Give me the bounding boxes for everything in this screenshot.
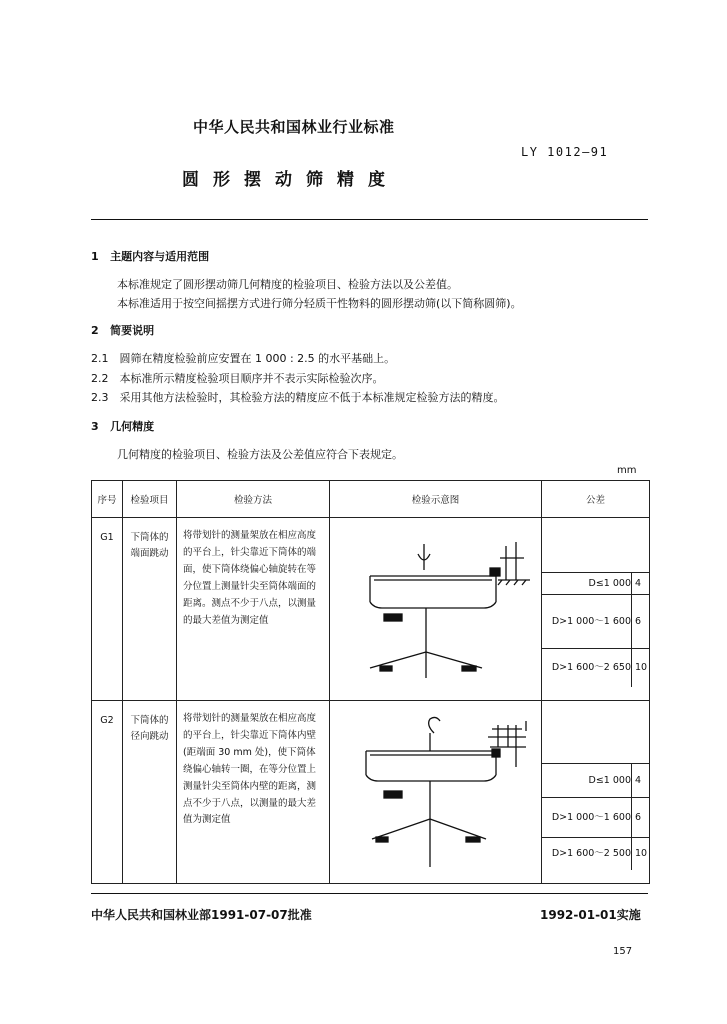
standard-code: LY 1012—91 [521, 145, 609, 159]
row-g1-tol-3 [542, 648, 649, 687]
document-title: 圆形摆动筛精度 [182, 170, 399, 190]
clause-2-3-text: 采用其他方法检验时，其检验方法的精度应不低于本标准规定检验方法的精度。 [119, 391, 505, 404]
header-method: 检验方法 [177, 481, 330, 518]
section-3-title: 几何精度 [110, 420, 155, 433]
row-g1-tol-3-val: 10 [631, 649, 649, 687]
row-g1-method: 将带划针的测量架放在相应高度的平台上，针尖靠近下筒体的端面，使下筒体绕偏心轴旋转在等分位置上测量针尖至筒体端面的距离。测点不少于八点，以测量的最大差值为测定值 [177, 518, 330, 701]
section-1-para-1: 本标准规定了圆形摆动筛几何精度的检验项目、检验方法以及公差值。 [117, 278, 458, 291]
row-g2-no: G2 [92, 701, 123, 884]
row-g1-figure [330, 518, 542, 701]
section-3-heading [91, 418, 154, 434]
approval-line: 中华人民共和国林业部1991-07-07批准 [91, 908, 312, 922]
implementation-date: 1992-01-01实施 [540, 908, 641, 922]
row-g1-tol-2 [542, 594, 649, 649]
end-face-runout-diagram [330, 518, 542, 686]
section-3-para-1: 几何精度的检验项目、检验方法及公差值应符合下表规定。 [117, 448, 403, 461]
row-g2-tol-3 [542, 837, 649, 870]
clause-2-1-no: 2.1 [91, 352, 109, 365]
table-unit: mm [617, 465, 637, 476]
clause-2-3-no: 2.3 [91, 391, 109, 404]
row-g1-tol-1-val: 4 [631, 573, 649, 595]
row-g1-tol-2-cond: D>1 000～1 600 [551, 616, 631, 627]
row-g2-tol-3-val: 10 [631, 838, 649, 870]
clause-2-2 [91, 370, 384, 386]
header-no: 序号 [92, 481, 123, 518]
section-2-title: 简要说明 [110, 324, 155, 337]
row-g1-no: G1 [92, 518, 123, 701]
section-3-no: 3 [91, 420, 99, 433]
row-g1-tol-3-cond: D>1 600～2 650 [551, 662, 631, 673]
section-2-heading [91, 322, 154, 338]
table-header-row [92, 481, 650, 518]
row-g2-tolerance [542, 701, 650, 884]
geometric-accuracy-table [91, 480, 650, 884]
clause-2-1 [91, 350, 395, 366]
table-row-g2 [92, 701, 650, 884]
clause-2-2-text: 本标准所示精度检验项目顺序并不表示实际检验次序。 [119, 372, 384, 385]
row-g2-tol-1 [542, 763, 649, 798]
section-1-no: 1 [91, 250, 99, 263]
row-g2-method: 将带划针的测量架放在相应高度的平台上，针尖靠近下筒体内壁(距端面 30 mm 处)，使下筒体绕偏心轴转一圈，在等分位置上测量针尖至筒体内壁的距离，测点不少于八点，以测量的最大差值为测定值 [177, 701, 330, 884]
row-g2-tol-2 [542, 797, 649, 838]
header-item: 检验项目 [123, 481, 177, 518]
table-row-g1 [92, 518, 650, 701]
row-g1-tol-1 [542, 572, 649, 595]
row-g2-figure [330, 701, 542, 884]
row-g2-tol-1-cond: D≤1 000 [588, 775, 631, 786]
row-g2-tol-1-val: 4 [631, 764, 649, 798]
row-g1-tol-2-val: 6 [631, 595, 649, 649]
standard-org: 中华人民共和国林业行业标准 [193, 118, 395, 136]
header-rule [91, 219, 648, 220]
row-g1-item: 下筒体的端面跳动 [123, 518, 177, 701]
footer-rule [91, 893, 648, 894]
page-number: 157 [613, 946, 633, 957]
row-g2-tol-2-cond: D>1 000～1 600 [551, 812, 631, 823]
row-g2-item: 下筒体的径向跳动 [123, 701, 177, 884]
header-figure: 检验示意图 [330, 481, 542, 518]
section-1-heading [91, 248, 209, 264]
section-1-para-2: 本标准适用于按空间摇摆方式进行筛分轻质干性物料的圆形摆动筛(以下简称圆筛)。 [117, 297, 522, 310]
radial-runout-diagram [330, 701, 542, 869]
section-1-title: 主题内容与适用范围 [110, 250, 210, 263]
row-g1-tol-1-cond: D≤1 000 [588, 578, 631, 589]
row-g2-tol-2-val: 6 [631, 798, 649, 838]
clause-2-2-no: 2.2 [91, 372, 109, 385]
header-tolerance: 公差 [542, 481, 650, 518]
clause-2-1-text: 圆筛在精度检验前应安置在 1 000 : 2.5 的水平基础上。 [119, 352, 396, 365]
clause-2-3 [91, 389, 505, 405]
row-g1-tolerance [542, 518, 650, 701]
section-2-no: 2 [91, 324, 99, 337]
row-g2-tol-3-cond: D>1 600～2 500 [551, 848, 631, 859]
